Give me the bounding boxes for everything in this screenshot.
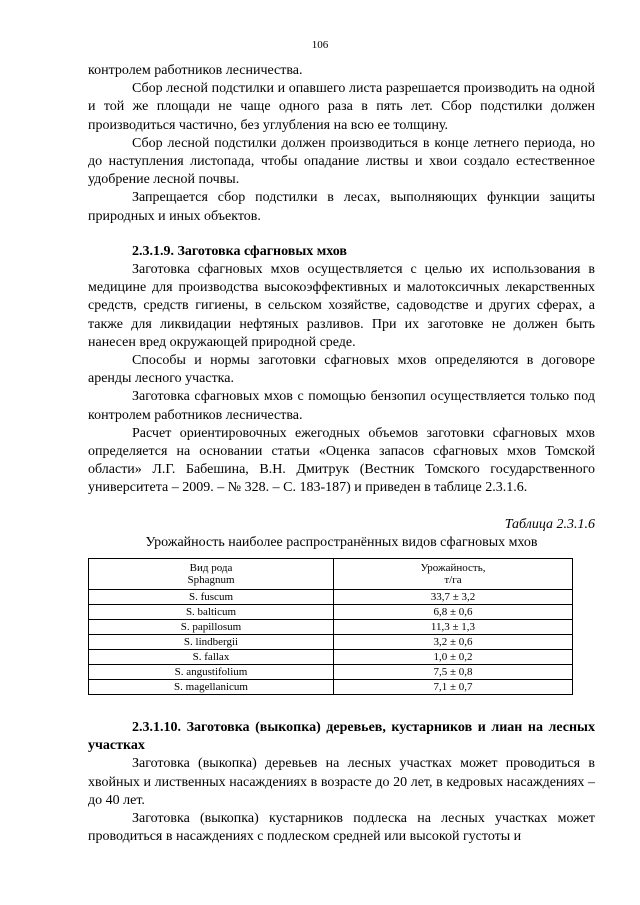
species-cell: S. lindbergii [89, 635, 334, 650]
paragraph: контролем работников лесничества. [88, 63, 303, 78]
page-number: 106 [311, 39, 329, 51]
paragraph: Заготовка (выкопка) деревьев на лесных участках может проводиться в хвойных и лиственных насаждениях в возрасте до 20 лет, в кедровых насаждениях – до 40 лет. [88, 756, 595, 808]
paragraph: Заготовка (выкопка) кустарников подлеска на лесных участках может проводиться в насаждениях с подлеском средней или высокой густоты и [88, 811, 595, 845]
species-cell: S. fallax [89, 650, 334, 665]
table-header-species [89, 559, 334, 590]
yield-cell: 3,2 ± 0,6 [334, 635, 573, 650]
table-caption: Таблица 2.3.1.6 [504, 516, 595, 532]
yield-cell: 7,5 ± 0,8 [334, 665, 573, 680]
table-title: Урожайность наиболее распространённых видов сфагновых мхов [145, 534, 538, 550]
yield-cell: 33,7 ± 3,2 [334, 590, 573, 605]
table-header-yield [334, 559, 573, 590]
yield-table [88, 558, 573, 695]
yield-cell: 6,8 ± 0,6 [334, 605, 573, 620]
table-header-row [89, 559, 573, 590]
table-row [89, 620, 573, 635]
yield-cell: 11,3 ± 1,3 [334, 620, 573, 635]
species-cell: S. fuscum [89, 590, 334, 605]
header-text: Sphagnum [187, 574, 235, 587]
table-row [89, 650, 573, 665]
spacer [88, 695, 595, 719]
species-cell: S. angustifolium [89, 665, 334, 680]
header-text: Вид рода [189, 562, 233, 575]
table-row [89, 680, 573, 695]
paragraph: Способы и нормы заготовки сфагновых мхов определяются в договоре аренды лесного участка. [88, 353, 595, 387]
paragraph: Сбор лесной подстилки должен производиться в конце летнего периода, но до наступления листопада, чтобы опадание листвы и хвои создало естественное удобрение лесной почвы. [88, 135, 595, 188]
yield-cell: 1,0 ± 0,2 [334, 650, 573, 665]
table-row [89, 665, 573, 680]
species-cell: S. magellanicum [89, 680, 334, 695]
spacer [88, 498, 595, 516]
section-heading: 2.3.1.9. Заготовка сфагновых мхов [132, 243, 347, 259]
species-cell: S. balticum [89, 605, 334, 620]
section-heading: 2.3.1.10. Заготовка (выкопка) деревьев, кустарников и лиан на лесных участках [88, 720, 595, 754]
header-text: Урожайность, [420, 562, 486, 575]
table-row [89, 605, 573, 620]
table-row [89, 590, 573, 605]
paragraph: Заготовка сфагновых мхов осуществляется с целью их использования в медицине для производства высокоэффективных и малотоксичных лекарственных средств, средств гигиены, в сельском хозяйстве, садоводстве и других сферах, а также для ликвидации нефтяных разливов. При их заготовке не должен быть нанесен вред окружающей природной среде. [88, 262, 595, 350]
species-cell: S. papillosum [89, 620, 334, 635]
paragraph: Расчет ориентировочных ежегодных объемов заготовки сфагновых мхов определяется на основании статьи «Оценка запасов сфагновых мхов Томской области» Л.Г. Бабешина, В.Н. Дмитрук (Вестник Томского государственного университета – 2009. – № 328. – С. 183-187) и приведен в таблице 2.3.1.6. [88, 425, 595, 496]
page-body [88, 62, 595, 847]
table-row [89, 635, 573, 650]
paragraph: Запрещается сбор подстилки в лесах, выполняющих функции защиты природных и иных объектов. [88, 190, 595, 224]
yield-cell: 7,1 ± 0,7 [334, 680, 573, 695]
paragraph: Сбор лесной подстилки и опавшего листа разрешается производить на одной и той же площади не чаще одного раза в пять лет. Сбор подстилки должен производиться частично, без углубления на всю ее толщину. [88, 81, 595, 133]
header-text: т/га [444, 574, 462, 587]
paragraph: Заготовка сфагновых мхов с помощью бензопил осуществляется только под контролем работников лесничества. [88, 389, 595, 423]
spacer [88, 226, 595, 243]
